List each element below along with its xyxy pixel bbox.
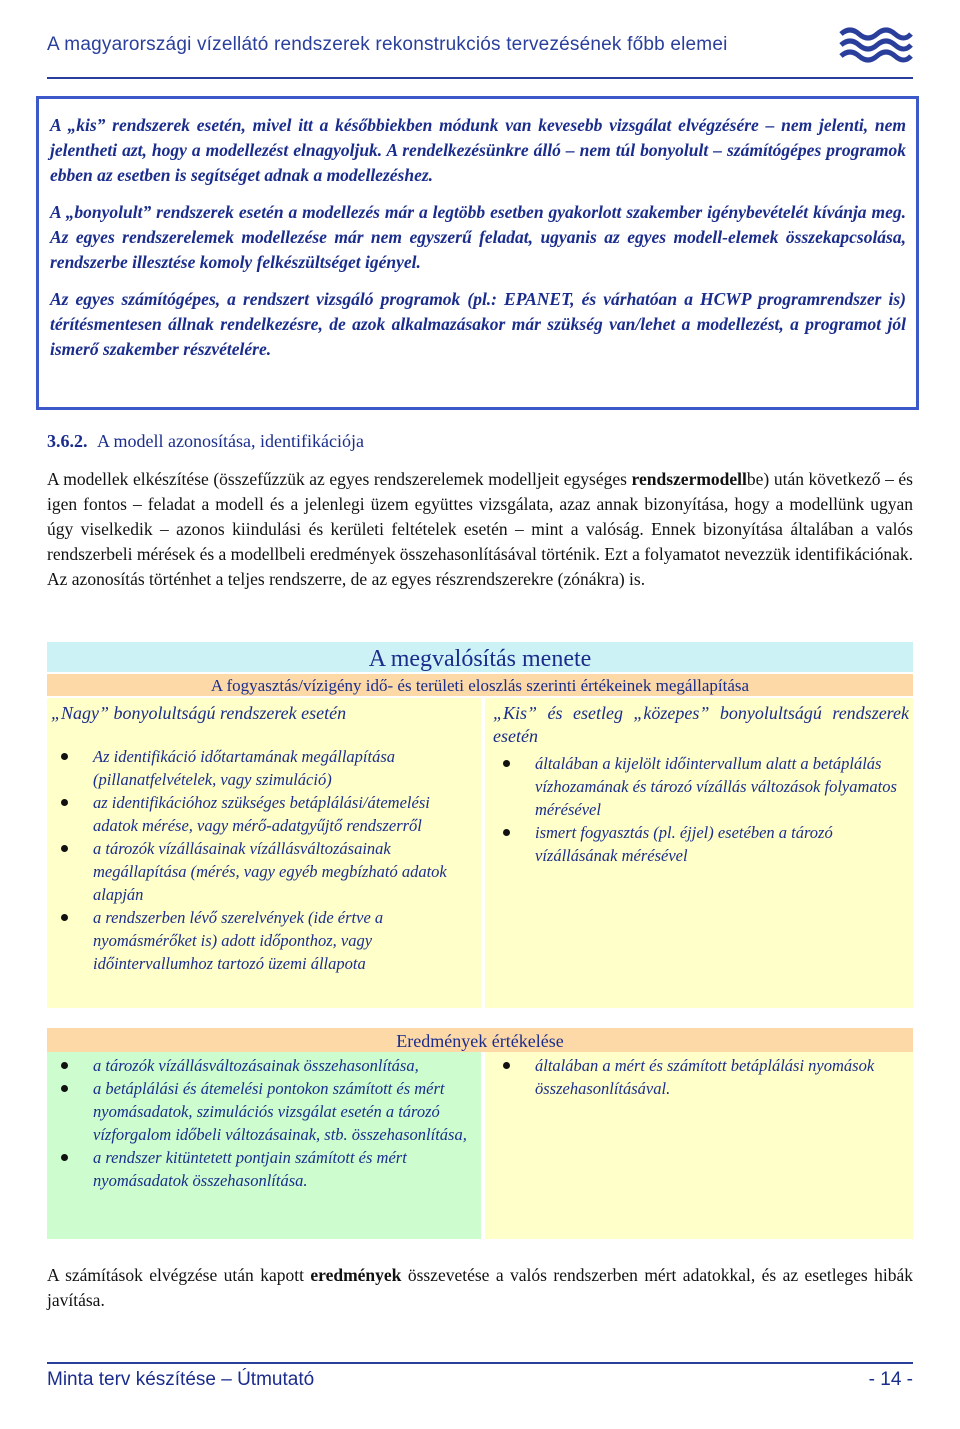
large-systems-list	[51, 745, 475, 975]
bullet-icon	[503, 760, 510, 767]
header-divider	[47, 77, 913, 79]
list-item	[51, 791, 475, 837]
body-paragraph	[47, 467, 913, 592]
list-item-text: Az identifikáció időtartamának megállapítása (pillanatfelvételek, vagy szimuláció)	[93, 747, 396, 789]
evaluation-title: Eredmények értékelése	[47, 1028, 913, 1052]
bullet-icon	[61, 914, 68, 921]
list-item	[51, 1146, 475, 1192]
list-item	[493, 821, 909, 867]
list-item-text: a tározók vízállásainak vízállásváltozásainak megállapítása (mérés, vagy egyéb megbízható adatok alapján	[93, 839, 447, 904]
process-title: A megvalósítás menete	[47, 642, 913, 672]
large-systems-column	[47, 698, 481, 1008]
list-item-text: a rendszerben lévő szerelvények (ide értve a nyomásmérőket is) adott időponthoz, vagy időintervallumhoz tartozó üzemi állapota	[93, 908, 384, 973]
list-item	[493, 752, 909, 821]
header-title: A magyarországi vízellátó rendszerek rekonstrukciós tervezésének főbb elemei	[47, 34, 728, 55]
small-systems-list	[493, 752, 909, 867]
bullet-icon	[61, 845, 68, 852]
section-number: 3.6.2.	[47, 431, 88, 451]
evaluation-right-column	[485, 1052, 913, 1239]
process-table	[47, 642, 913, 1239]
list-item	[51, 1054, 475, 1077]
body-text: be) után következő – és igen fontos – feladat a modell és a jelenlegi üzem együttes vizsgálata, azaz annak bizonyítása, hogy a modellünk ugyan úgy viselkedik – azonos kiindulási és kerületi feltételek esetén – mint a valóság. Ennek bizonyítása általában a valós rendszerbeli mérések és a modellbeli eredmények összehasonlításával történik. Ezt a folyamatot nevezzük identifikációnak. Az azonosítás történhet a teljes rendszerre, de az egyes részrendszerekre (zónákra) is.	[47, 469, 913, 589]
list-item-text: ismert fogyasztás (pl. éjjel) esetében a tározó vízállásának mérésével	[535, 823, 833, 865]
list-item-text: általában a mért és számított betáplálási nyomások összehasonlításával.	[535, 1056, 875, 1098]
footer-title: Minta terv készítése – Útmutató	[47, 1369, 315, 1390]
body-bold-text: eredmények	[310, 1265, 402, 1285]
small-systems-column	[485, 698, 913, 1008]
list-item	[493, 1054, 909, 1100]
body-bold-text: rendszermodell	[631, 469, 747, 489]
bullet-icon	[61, 1085, 68, 1092]
highlight-box	[36, 96, 919, 410]
evaluation-left-column	[47, 1052, 481, 1239]
evaluation-right-list	[493, 1054, 909, 1100]
section-title: A modell azonosítása, identifikációja	[97, 431, 364, 451]
bullet-icon	[503, 1062, 510, 1069]
list-item	[51, 837, 475, 906]
highlight-paragraph: Az egyes számítógépes, a rendszert vizsgáló programok (pl.: EPANET, és várhatóan a HCWP programrendszer is) térítésmentesen állnak rendelkezésre, de azok alkalmazásakor már szükség van/lehet a modellezést, a programot jól ismerő szakember részvételére.	[50, 289, 906, 359]
evaluation-left-list	[51, 1054, 475, 1192]
bullet-icon	[61, 753, 68, 760]
body-text: A számítások elvégzése után kapott	[47, 1265, 311, 1285]
waves-logo-icon	[839, 24, 913, 64]
bullet-icon	[61, 1154, 68, 1161]
bullet-icon	[503, 829, 510, 836]
list-item-text: a rendszer kitüntetett pontjain számított és mért nyomásadatok összehasonlítása.	[93, 1148, 407, 1190]
highlight-paragraph: A „bonyolult” rendszerek esetén a modellezés már a legtöbb esetben gyakorlott szakember igénybevételét kívánja meg. Az egyes rendszerelemek modellezése már nem egyszerű feladat, ugyanis az egyes modell-elemek összekapcsolása, rendszerbe illesztése komoly felkészültséget igényel.	[50, 202, 906, 272]
process-subtitle: A fogyasztás/vízigény idő- és területi eloszlás szerinti értékeinek megállapítása	[47, 674, 913, 696]
page-header	[47, 34, 913, 68]
list-item	[51, 745, 475, 791]
closing-paragraph	[47, 1263, 913, 1313]
body-text: A modellek elkészítése (összefűzzük az egyes rendszerelemek modelljeit egységes	[47, 469, 632, 489]
section-heading	[47, 431, 364, 452]
list-item-text: az identifikációhoz szükséges betáplálási/átemelési adatok mérése, vagy mérő-adatgyűjtő rendszerről	[93, 793, 430, 835]
highlight-paragraph: A „kis” rendszerek esetén, mivel itt a későbbiekben módunk van kevesebb vizsgálat elvégzésére – nem jelenti, nem jelentheti azt, hogy a modellezést elnagyoljuk. A rendelkezésünkre álló – nem túl bonyolult – számítógépes programok ebben az esetben is segítséget adnak a modellezéshez.	[50, 115, 906, 185]
bullet-icon	[61, 1062, 68, 1069]
footer-divider	[47, 1362, 913, 1364]
page-number: - 14 -	[868, 1369, 913, 1390]
body-text: összevetése a valós rendszerben mért adatokkal, és az esetleges hibák javítása.	[47, 1265, 913, 1310]
list-item-text: a betáplálási és átemelési pontokon számított és mért nyomásadatok, szimulációs vizsgálat esetén a tározó vízforgalom időbeli változásainak, stb. összehasonlítása,	[93, 1079, 467, 1144]
large-systems-heading: „Nagy” bonyolultságú rendszerek esetén	[51, 703, 347, 723]
list-item-text: a tározók vízállásváltozásainak összehasonlítása,	[93, 1056, 419, 1075]
bullet-icon	[61, 799, 68, 806]
list-item	[51, 906, 475, 975]
list-item	[51, 1077, 475, 1146]
small-systems-heading: „Kis” és esetleg „közepes” bonyolultságú rendszerek esetén	[493, 703, 909, 746]
list-item-text: általában a kijelölt időintervallum alatt a betáplálás vízhozamának és tározó vízállás változások folyamatos mérésével	[535, 754, 897, 819]
